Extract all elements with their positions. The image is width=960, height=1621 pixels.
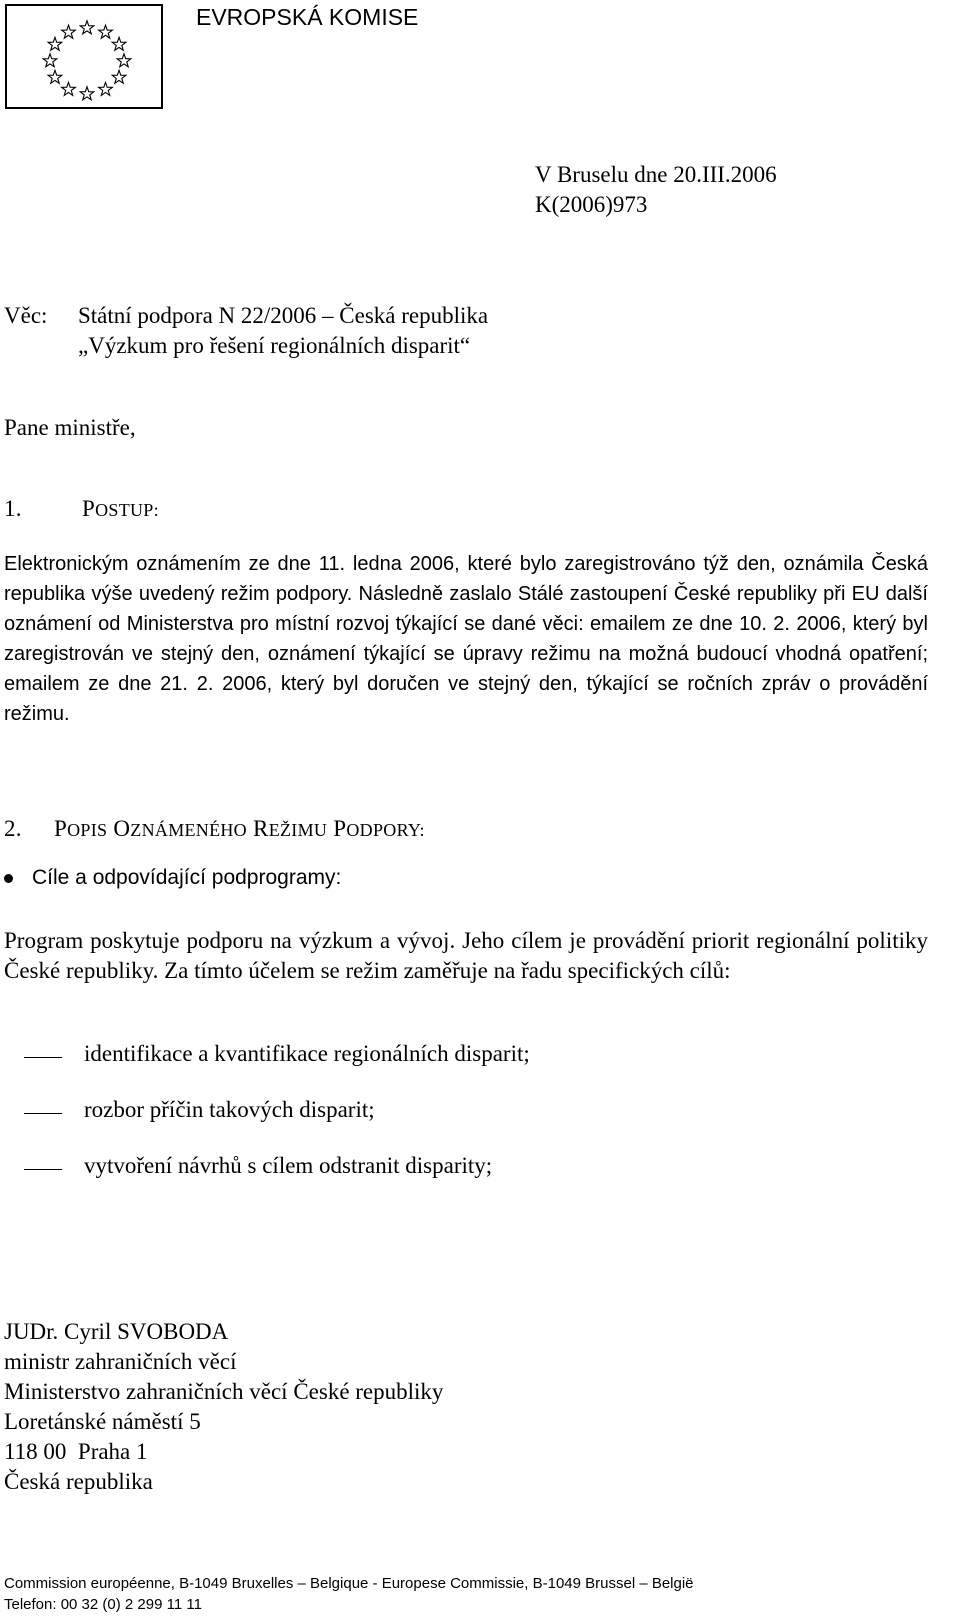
bullet-text: Cíle a odpovídající podprogramy:: [32, 866, 342, 889]
subject-line-2: „Výzkum pro řešení regionálních disparit“: [78, 333, 471, 358]
list-item: identifikace a kvantifikace regionálních disparit;: [84, 1041, 530, 1066]
star-icon: [117, 54, 131, 67]
dash-icon: [24, 1169, 62, 1170]
salutation: Pane ministře,: [4, 415, 136, 440]
footer-address: Commission européenne, B-1049 Bruxelles – Belgique - Europese Commissie, B-1049 Brussel – België: [4, 1575, 694, 1592]
addressee-name: JUDr. Cyril SVOBODA: [4, 1319, 229, 1344]
footer-phone: Telefon: 00 32 (0) 2 299 11 11: [4, 1596, 202, 1613]
star-icon: [48, 70, 62, 83]
addressee-street: Loretánské náměstí 5: [4, 1409, 201, 1434]
dash-icon: [24, 1113, 62, 1114]
star-icon: [112, 37, 126, 50]
star-icon: [43, 54, 57, 67]
section-2-number: 2.: [4, 816, 22, 841]
list-item: vytvoření návrhů s cílem odstranit disparity;: [84, 1153, 493, 1178]
star-icon: [99, 82, 113, 95]
list-item: rozbor příčin takových disparit;: [84, 1097, 375, 1122]
section-1-number: 1.: [4, 496, 22, 521]
subject-line-1: Státní podpora N 22/2006 – Česká republika: [78, 303, 489, 328]
subject-label: Věc:: [4, 303, 48, 328]
star-icon: [112, 70, 126, 83]
section-2-title: POPIS OZNÁMENÉHO REŽIMU PODPORY:: [54, 816, 425, 841]
star-icon: [80, 87, 94, 100]
section-1-title: POSTUP:: [82, 496, 159, 521]
place-date: V Bruselu dne 20.III.2006: [535, 162, 777, 187]
section-2-paragraph: Program poskytuje podporu na výzkum a vývoj. Jeho cílem je provádění priorit regionální politiky České republiky. Za tímto účelem se režim zaměřuje na řadu specifických cílů:: [4, 928, 928, 983]
addressee-ministry: Ministerstvo zahraničních věcí České republiky: [4, 1379, 444, 1404]
addressee-title: ministr zahraničních věcí: [4, 1349, 237, 1374]
addressee-country: Česká republika: [4, 1469, 153, 1494]
star-icon: [48, 37, 62, 50]
star-icon: [62, 25, 76, 38]
dash-icon: [24, 1057, 62, 1058]
reference-number: K(2006)973: [535, 192, 648, 217]
bullet-icon: [4, 874, 13, 883]
section-1-paragraph: Elektronickým oznámením ze dne 11. ledna 2006, které bylo zaregistrováno týž den, oznámila Česká republika výše uvedený režim podpory. Následně zaslalo Stálé zastoupení České republiky při EU další oznámení od Ministerstva pro místní rozvoj týkající se dané věci: emailem ze dne 10. 2. 2006, který byl zaregistrován ve stejný den, oznámení týkající se úpravy režimu na možná budoucí vhodná opatření; emailem ze dne 21. 2. 2006, který byl doručen ve stejný den, týkající se ročních zpráv o provádění režimu.: [4, 553, 928, 725]
eu-stars-flag-icon: [7, 6, 165, 111]
star-icon: [62, 82, 76, 95]
star-icon: [99, 25, 113, 38]
institution-name: EVROPSKÁ KOMISE: [196, 4, 419, 30]
eu-logo: [5, 4, 163, 109]
addressee-city: 118 00 Praha 1: [4, 1439, 148, 1464]
star-icon: [80, 21, 94, 34]
